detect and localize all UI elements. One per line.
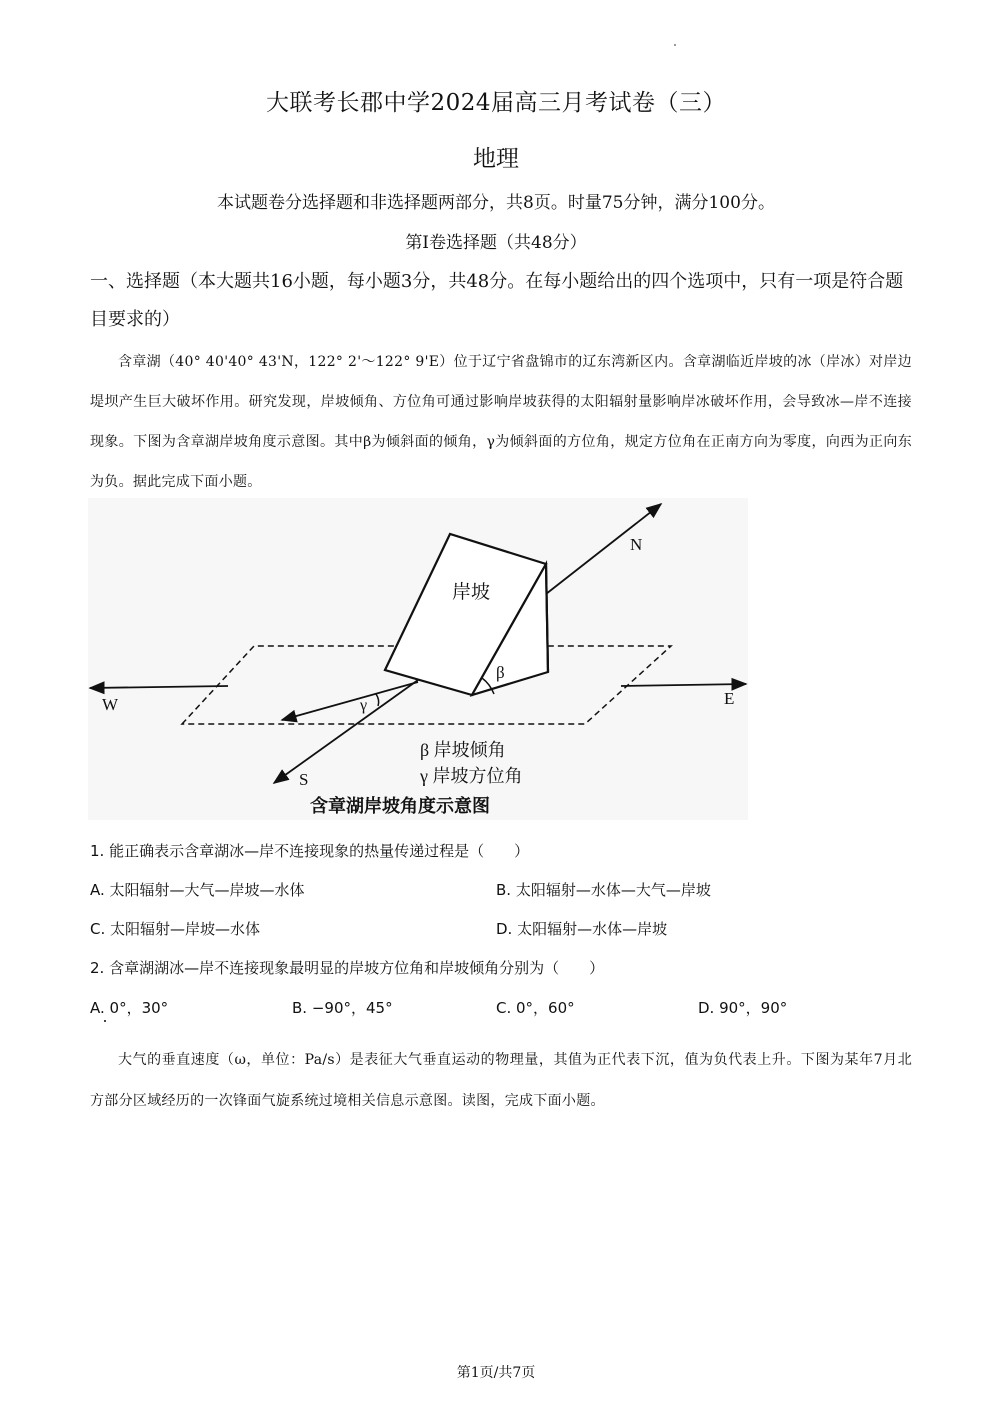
question-2-option-c[interactable]: C. 0°，60°: [496, 999, 575, 1017]
beta-label: β: [496, 663, 505, 682]
south-label: S: [299, 770, 309, 789]
question-2-option-b[interactable]: B. −90°，45°: [292, 999, 393, 1017]
section-heading: 一、选择题（本大题共16小题，每小题3分，共48分。在每小题给出的四个选项中，只有一项是符合题目要求的）: [90, 271, 904, 330]
east-label: E: [724, 689, 735, 708]
question-2-option-a[interactable]: A. 0°，30°: [90, 999, 169, 1017]
reading-passage-2: 大气的垂直速度（ω，单位：Pa/s）是表征大气垂直运动的物理量，其值为正代表下沉，值为负代表上升。下图为某年7月北方部分区域经历的一次锋面气旋系统过境相关信息示意图。读图，完成下面小题。: [90, 1052, 912, 1109]
stray-dot-2: [104, 1020, 106, 1022]
exam-intro: 本试题卷分选择题和非选择题两部分，共8页。时量75分钟，满分100分。: [217, 193, 775, 213]
subject-title: 地理: [473, 146, 519, 172]
figure-caption: 含章湖岸坡角度示意图: [310, 796, 490, 816]
question-2-stem: 2. 含章湖湖冰—岸不连接现象最明显的岸坡方位角和岸坡倾角分别为（ ）: [90, 959, 605, 977]
exam-title: 大联考长郡中学2024届高三月考试卷（三）: [265, 90, 727, 116]
gamma-label: γ: [360, 697, 368, 714]
legend-beta: β 岸坡倾角: [420, 740, 506, 760]
reading-passage-1: 含章湖（40° 40'40° 43'N，122° 2'～122° 9'E）位于辽宁省盘锦市的辽东湾新区内。含章湖临近岸坡的冰（岸冰）对岸边堤坝产生巨大破坏作用。研究发现，岸坡倾角、方位角可通过影响岸坡获得的太阳辐射量影响岸冰破坏作用，会导致冰—岸不连接现象。下图为含章湖岸坡角度示意图。其中β为倾斜面的倾角，γ为倾斜面的方位角，规定方位角在正南方向为零度，向西为正向东为负。据此完成下面小题。: [90, 354, 912, 490]
north-label: N: [630, 535, 643, 554]
stray-dot: [674, 44, 676, 46]
page-footer: 第1页/共7页: [456, 1365, 536, 1381]
question-1-option-a[interactable]: A. 太阳辐射—大气—岸坡—水体: [90, 881, 305, 899]
west-label: W: [102, 695, 119, 714]
question-1-stem: 1. 能正确表示含章湖冰—岸不连接现象的热量传递过程是（ ）: [90, 842, 530, 860]
legend-gamma: γ 岸坡方位角: [420, 766, 523, 786]
part-heading: 第Ⅰ卷选择题（共48分）: [405, 233, 587, 253]
slope-angle-diagram: [88, 498, 748, 820]
question-1-option-d[interactable]: D. 太阳辐射—水体—岸坡: [496, 920, 668, 938]
slope-label: 岸坡: [452, 582, 491, 603]
question-1-option-b[interactable]: B. 太阳辐射—水体—大气—岸坡: [496, 881, 711, 899]
question-1-option-c[interactable]: C. 太阳辐射—岸坡—水体: [90, 920, 261, 938]
question-2-option-d[interactable]: D. 90°，90°: [698, 999, 788, 1017]
